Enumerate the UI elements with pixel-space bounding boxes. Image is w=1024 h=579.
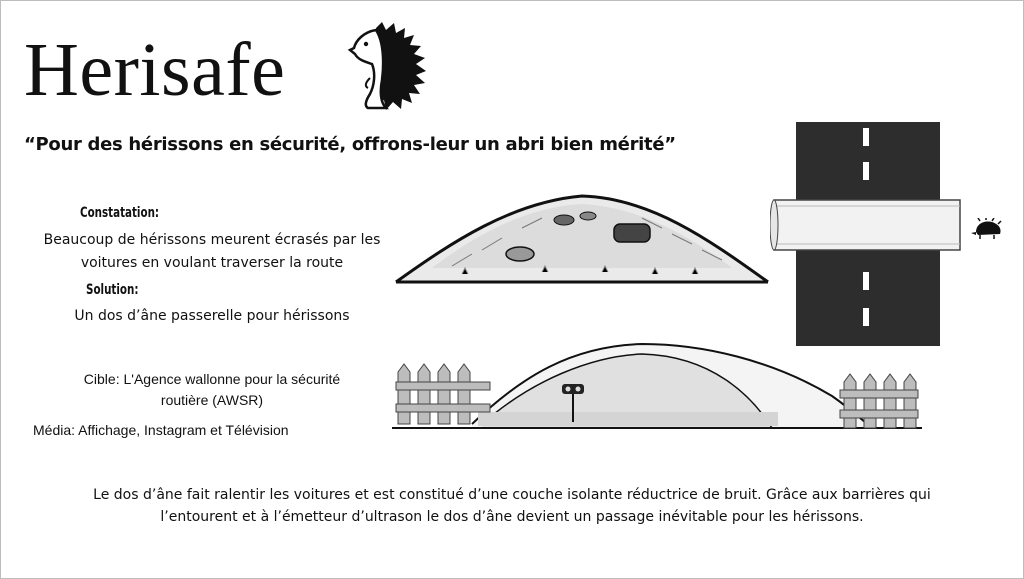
cible-line-2: routière (AWSR)	[160, 392, 264, 408]
tagline: “Pour des hérissons en sécurité, offrons-leur un abri bien mérité”	[24, 134, 676, 155]
constatation-line-2: voitures en voulant traverser la route	[80, 255, 344, 271]
hedgehog-small-icon	[970, 218, 1004, 240]
footer-line-1: Le dos d’âne fait ralentir les voitures et est constitué d’une couche isolante réductrice de bruit. Grâce aux barrières qui	[93, 487, 931, 503]
constatation-line-1: Beaucoup de hérissons meurent écrasés par les	[43, 232, 381, 248]
constatation-label: Constatation:	[80, 205, 160, 221]
solution-text: Un dos d’âne passerelle pour hérissons	[74, 308, 350, 324]
solution-label: Solution:	[86, 282, 139, 298]
footer-description	[40, 484, 984, 528]
road-top-view-illustration	[770, 120, 970, 350]
brand-title: Herisafe	[24, 28, 286, 112]
speed-bump-cross-section-illustration	[392, 182, 772, 292]
footer-line-2: l’entourent et à l’émetteur d’ultrason le dos d’âne devient un passage inévitable pour les hérissons.	[160, 509, 864, 525]
hedgehog-logo-icon	[346, 20, 430, 114]
cible-line-1: Cible: L'Agence wallonne pour la sécurité	[83, 371, 341, 387]
speed-bump-side-view-illustration	[392, 336, 922, 456]
media-text: Média: Affichage, Instagram et Télévision	[33, 422, 289, 438]
